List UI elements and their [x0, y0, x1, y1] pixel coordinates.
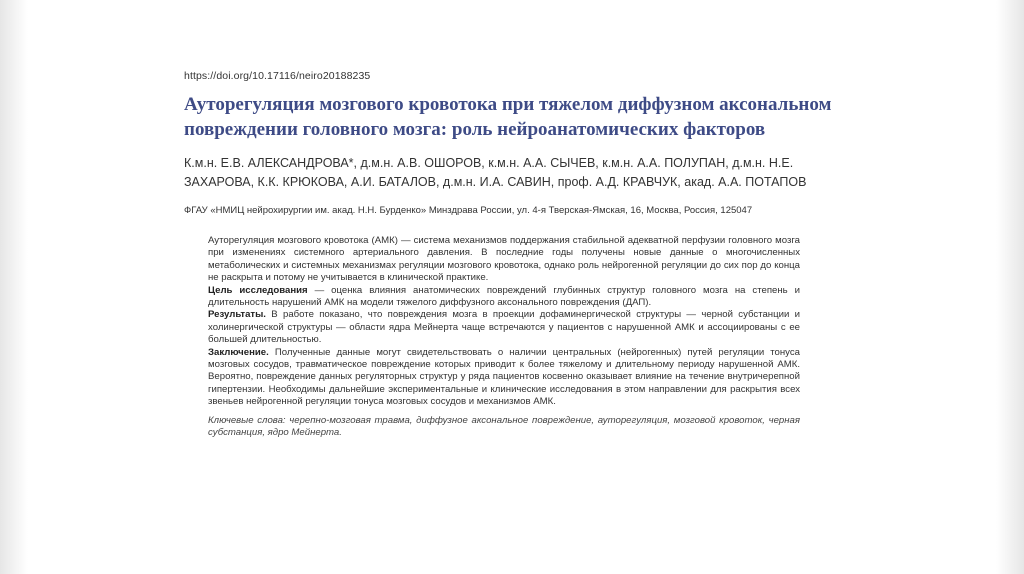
article-page: [184, 70, 834, 440]
conclusion-text: Полученные данные могут свидетельствовать о наличии центральных (нейрогенных) путей регуляции тонуса мозговых сосудов, травматическое повреждение которых приводит к более тяжелому и длительному периоду нарушенной АМК. Вероятно, повреждение данных регуляторных структур у ряда пациентов косвенно оказывает влияние на течение внутричерепной гипертензии. Необходимы дальнейшие экспериментальные и клинические исследования в этом направлении для раскрытия всех звеньев нейрогенной регуляции тонуса мозговых сосудов и механизмов АМК.: [208, 346, 800, 408]
abstract-conclusion: [208, 347, 800, 409]
affiliation: ФГАУ «НМИЦ нейрохирургии им. акад. Н.Н. Бурденко» Минздрава России, ул. 4-я Тверская-Ямская, 16, Москва, Россия, 125047: [184, 205, 753, 216]
article-title: Ауторегуляция мозгового кровотока при тяжелом диффузном аксональном повреждении головного мозга: роль нейроанатомических факторов: [184, 94, 832, 140]
conclusion-label: Заключение.: [208, 346, 269, 358]
keywords: Ключевые слова: черепно-мозговая травма, диффузное аксональное повреждение, ауторегуляция, мозговой кровоток, черная субстанция, ядро Мейнерта.: [208, 414, 800, 439]
left-edge-shadow: [0, 0, 28, 574]
author-list: К.м.н. Е.В. АЛЕКСАНДРОВА*, д.м.н. А.В. ОШОРОВ, к.м.н. А.А. СЫЧЕВ, к.м.н. А.А. ПОЛУПАН, д.м.н. Н.Е. ЗАХАРОВА, К.К. КРЮКОВА, А.И. БАТАЛОВ, д.м.н. И.А. САВИН, проф. А.Д. КРАВЧУК, акад. А.А. ПОТАПОВ: [184, 156, 807, 189]
abstract-intro: Ауторегуляция мозгового кровотока (АМК) — система механизмов поддержания стабильной адекватной перфузии головного мозга при изменениях системного артериального давления. В последние годы получены новые данные о многочисленных метаболических и системных механизмах регуляции мозгового кровотока, однако роль нейрогенной регуляции до сих пор до конца не раскрыта и потому не учитывается в клинической практике.: [208, 235, 800, 284]
abstract-aim: [208, 285, 800, 310]
doi-link[interactable]: https://doi.org/10.17116/neiro20188235: [184, 70, 371, 82]
right-edge-shadow: [996, 0, 1024, 574]
results-label: Результаты.: [208, 309, 266, 321]
abstract: [208, 235, 800, 440]
results-text: В работе показано, что повреждения мозга в проекции дофаминергической структуры — черной субстанции и холинергической структуры — области ядра Мейнерта чаще встречаются у пациентов с нарушенной АМК и ассоциированы с ее большей длительностью.: [208, 309, 800, 346]
aim-label: Цель исследования: [208, 284, 308, 296]
abstract-results: [208, 309, 800, 346]
aim-text: — оценка влияния анатомических повреждений глубинных структур головного мозга на степень и длительность нарушений АМК на модели тяжелого диффузного аксонального повреждения (ДАП).: [208, 284, 800, 309]
